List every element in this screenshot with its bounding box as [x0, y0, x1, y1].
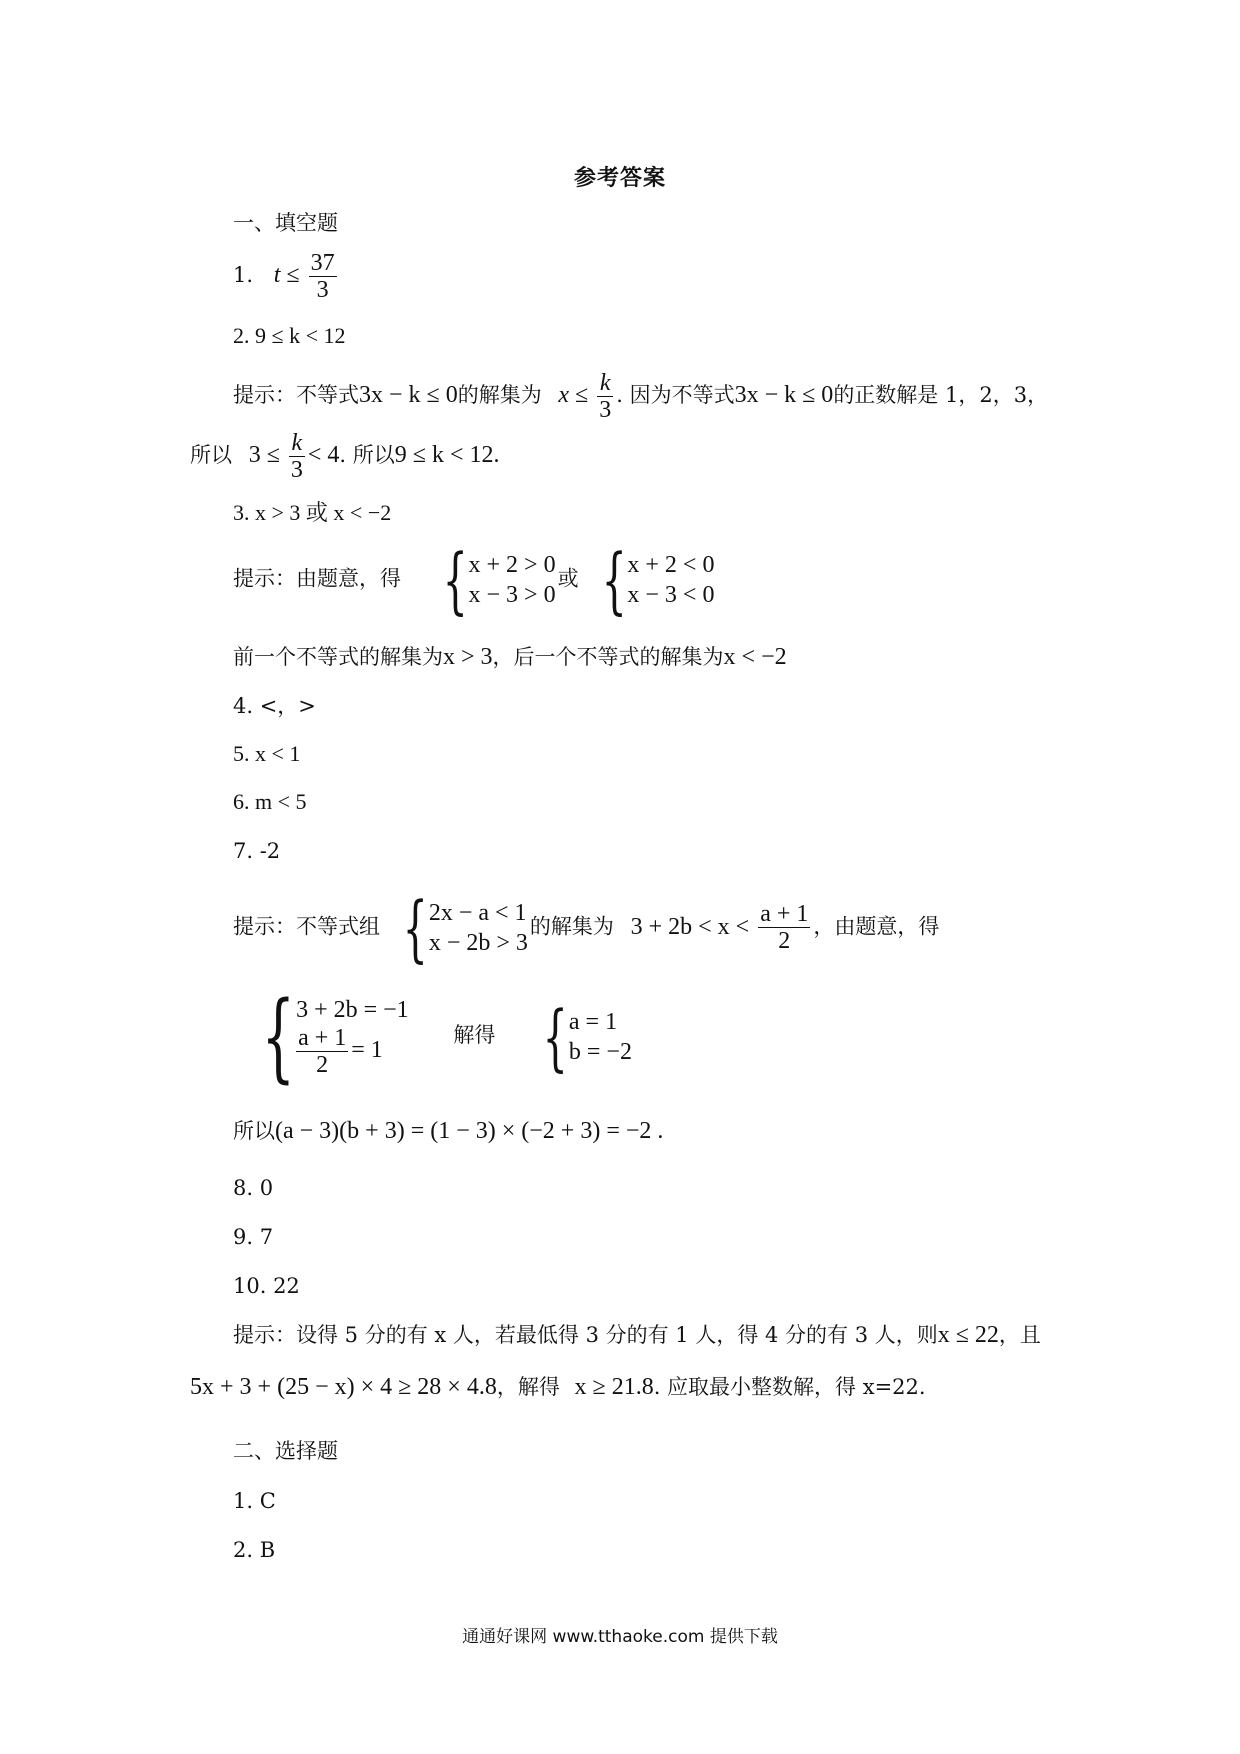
answer-3-hint: 提示：由题意，得 { x + 2 > 0 x − 3 > 0 或 { x + 2 < 0 x − 3 < 0 — [233, 538, 715, 622]
choice-answer-1: 1. C — [233, 1489, 276, 1513]
answer-3: 3. x > 3 或 x < −2 — [233, 500, 392, 525]
choice-answer-2: 2. B — [233, 1538, 276, 1562]
answer-5: 5. x < 1 — [233, 741, 301, 766]
answer-1 — [233, 250, 340, 303]
section-heading-fill-in: 一、填空题 — [233, 211, 338, 235]
answer-8: 8. 0 — [233, 1176, 274, 1200]
answer-2-hint-line2: 所以 3 ≤ $\frac{k}{3}$ < 4. 所以9 ≤ k < 12. — [190, 430, 500, 483]
answer-1-number: 1. — [233, 263, 254, 288]
answer-7-range-fraction: $\frac{a + 1}{2}$ — [760, 901, 809, 955]
page-title: 参考答案 — [573, 166, 666, 191]
answer-7-solve-label: 解得 — [453, 1023, 496, 1047]
answer-10: 10. 22 — [233, 1274, 300, 1298]
answer-2-hint-fraction-2: $\frac{k}{3}$ — [290, 430, 303, 483]
section-heading-multiple-choice: 二、选择题 — [233, 1439, 338, 1463]
answer-9: 9. 7 — [233, 1225, 274, 1249]
answer-2-hint-fraction: $\frac{k}{3}$ — [599, 370, 612, 423]
answer-10-hint-line2: 5x + 3 + (25 − x) × 4 ≥ 28 × 4.8，解得 x ≥ 21.8. 应取最小整数解，得 x=22. — [190, 1374, 926, 1400]
answer-3-system-1: { x + 2 > 0 x − 3 > 0 — [442, 538, 556, 622]
answer-7-result: 所以(a − 3)(b + 3) = (1 − 3) × (−2 + 3) = −2 . — [233, 1118, 664, 1144]
answer-2-hint-line1: 提示：不等式3x − k ≤ 0的解集为 x ≤ $\frac{k}{3}$ . 因为不等式3x − k ≤ 0的正数解是 1，2，3， — [233, 370, 1049, 423]
answer-1-lhs: t ≤ — [273, 262, 300, 289]
answer-1-fraction: $\frac{37}{3}$ — [310, 250, 335, 303]
answer-7-equation-system: { 3 + 2b = −1 $\frac{a + 1}{2}$ = 1 — [261, 980, 409, 1093]
answer-7-solution-system: { a = 1 b = −2 — [542, 994, 632, 1079]
answer-3-explanation: 前一个不等式的解集为x > 3，后一个不等式的解集为x < −2 — [233, 644, 787, 670]
answer-3-system-2: { x + 2 < 0 x − 3 < 0 — [601, 538, 715, 622]
answer-7-equations — [232, 980, 634, 1093]
answer-10-hint-line1: 提示：设得 5 分的有 x 人，若最低得 3 分的有 1 人，得 4 分的有 3 人，则x ≤ 22，且 — [233, 1322, 1041, 1348]
footer-source: 通通好课网 www.tthaoke.com 提供下载 — [462, 1627, 778, 1647]
answer-6: 6. m < 5 — [233, 789, 307, 814]
answer-7-system: { 2x − a < 1 x − 2b > 3 — [402, 886, 528, 970]
answer-7: 7. -2 — [233, 839, 281, 863]
answer-7-hint: 提示：不等式组 { 2x − a < 1 x − 2b > 3 的解集为 3 + 2b < x < $\frac{a + 1}{2}$ ，由题意，得 — [233, 886, 940, 970]
answer-4: 4. <，> — [233, 694, 316, 718]
answer-2: 2. 9 ≤ k < 12 — [233, 323, 346, 348]
